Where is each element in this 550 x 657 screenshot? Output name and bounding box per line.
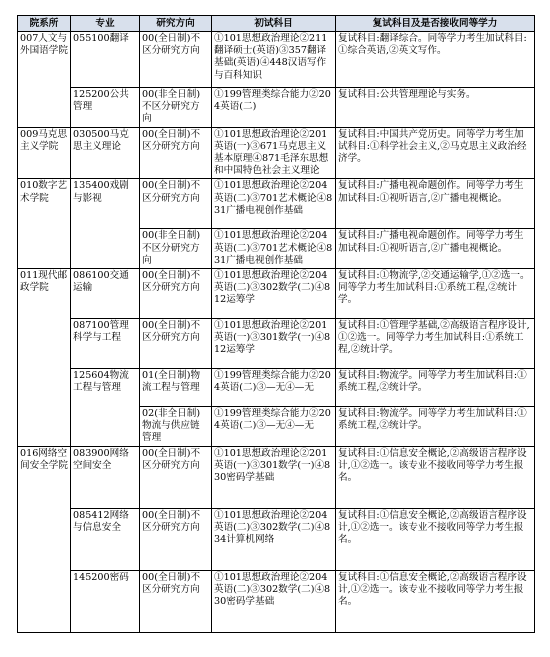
major-cell: 135400戏剧与影视 (71, 179, 140, 269)
table-header-row (18, 16, 535, 32)
department-cell: 016网络空间安全学院 (18, 446, 71, 632)
direction-cell: 00(全日制)不区分研究方向 (140, 269, 212, 319)
major-cell: 145200密码 (71, 570, 140, 632)
retest-subjects-cell: 复试科目:①管理学基础,②高级语言程序设计,①②选一。同等学力考生加试科目:①系统工程,②统计学。 (336, 319, 535, 369)
initial-subjects-cell: ①101思想政治理论②201英语(一)③301数学(一)④830密码学基础 (212, 446, 336, 508)
initial-subjects-cell: ①101思想政治理论②204英语(二)③302数学(二)④812运筹学 (212, 269, 336, 319)
retest-subjects-cell: 复试科目:广播电视命题创作。同等学力考生加试科目:①视听语言,②广播电视概论。 (336, 229, 535, 269)
header-initial-subjects: 初试科目 (212, 16, 336, 32)
major-cell: 087100管理科学与工程 (71, 319, 140, 369)
retest-subjects-cell: 复试科目:中国共产党历史。同等学力考生加试科目:①科学社会主义,②马克思主义政治经济学。 (336, 127, 535, 179)
direction-cell: 00(非全日制)不区分研究方向 (140, 229, 212, 269)
major-cell: 083900网络空间安全 (71, 446, 140, 508)
table-row (18, 127, 535, 179)
initial-subjects-cell: ①101思想政治理论②204英语(二)③701艺术概论④831广播电视创作基础 (212, 229, 336, 269)
department-cell: 011现代邮政学院 (18, 269, 71, 447)
header-retest-subjects: 复试科目及是否接收同等学力 (336, 16, 535, 32)
header-research-direction: 研究方向 (140, 16, 212, 32)
major-cell: 085412网络与信息安全 (71, 508, 140, 570)
table-row (18, 269, 535, 319)
table-row (18, 32, 535, 88)
initial-subjects-cell: ①101思想政治理论②201英语(一)③671马克思主义基本原理④871毛泽东思想和中国特色社会主义理论 (212, 127, 336, 179)
direction-cell: 00(非全日制)不区分研究方向 (140, 88, 212, 128)
department-cell: 007人文与外国语学院 (18, 32, 71, 128)
department-cell: 010数字艺术学院 (18, 179, 71, 269)
initial-subjects-cell: ①101思想政治理论②211翻译硕士(英语)③357翻译基础(英语)④448汉语写作与百科知识 (212, 32, 336, 88)
retest-subjects-cell: 复试科目:公共管理理论与实务。 (336, 88, 535, 128)
admission-table (17, 15, 535, 633)
table-row (18, 570, 535, 632)
table-row (18, 179, 535, 229)
major-cell: 086100交通运输 (71, 269, 140, 319)
initial-subjects-cell: ①101思想政治理论②204英语(二)③701艺术概论④831广播电视创作基础 (212, 179, 336, 229)
header-department: 院系所 (18, 16, 71, 32)
header-major: 专业 (71, 16, 140, 32)
retest-subjects-cell: 复试科目:①信息安全概论,②高级语言程序设计,①②选一。该专业不接收同等学力考生报名。 (336, 570, 535, 632)
direction-cell: 00(全日制)不区分研究方向 (140, 179, 212, 229)
retest-subjects-cell: 复试科目:广播电视命题创作。同等学力考生加试科目:①视听语言,②广播电视概论。 (336, 179, 535, 229)
direction-cell: 00(全日制)不区分研究方向 (140, 446, 212, 508)
table-row (18, 369, 535, 407)
initial-subjects-cell: ①199管理类综合能力②204英语(二)③—无④—无 (212, 369, 336, 407)
retest-subjects-cell: 复试科目:翻译综合。同等学力考生加试科目:①综合英语,②英文写作。 (336, 32, 535, 88)
table-row (18, 319, 535, 369)
table-row (18, 446, 535, 508)
initial-subjects-cell: ①199管理类综合能力②204英语(二) (212, 88, 336, 128)
direction-cell: 00(全日制)不区分研究方向 (140, 570, 212, 632)
table-row (18, 88, 535, 128)
major-cell: 125200公共管理 (71, 88, 140, 128)
retest-subjects-cell: 复试科目:①信息安全概论,②高级语言程序设计,①②选一。该专业不接收同等学力考生报名。 (336, 446, 535, 508)
retest-subjects-cell: 复试科目:物流学。同等学力考生加试科目:①系统工程,②统计学。 (336, 407, 535, 447)
department-cell: 009马克思主义学院 (18, 127, 71, 179)
major-cell: 125604物流工程与管理 (71, 369, 140, 447)
retest-subjects-cell: 复试科目:①信息安全概论,②高级语言程序设计,①②选一。该专业不接收同等学力考生报名。 (336, 508, 535, 570)
initial-subjects-cell: ①101思想政治理论②201英语(一)③301数学(一)④812运筹学 (212, 319, 336, 369)
direction-cell: 00(全日制)不区分研究方向 (140, 32, 212, 88)
major-cell: 030500马克思主义理论 (71, 127, 140, 179)
direction-cell: 02(非全日制)物流与供应链管理 (140, 407, 212, 447)
initial-subjects-cell: ①199管理类综合能力②204英语(二)③—无④—无 (212, 407, 336, 447)
major-cell: 055100翻译 (71, 32, 140, 88)
direction-cell: 00(全日制)不区分研究方向 (140, 508, 212, 570)
direction-cell: 00(全日制)不区分研究方向 (140, 319, 212, 369)
retest-subjects-cell: 复试科目:①物流学,②交通运输学,①②选一。同等学力考生加试科目:①系统工程,②统计学。 (336, 269, 535, 319)
initial-subjects-cell: ①101思想政治理论②204英语(二)③302数学(二)④830密码学基础 (212, 570, 336, 632)
direction-cell: 01(全日制)物流工程与管理 (140, 369, 212, 407)
table-row (18, 508, 535, 570)
initial-subjects-cell: ①101思想政治理论②204英语(二)③302数学(二)④834计算机网络 (212, 508, 336, 570)
direction-cell: 00(全日制)不区分研究方向 (140, 127, 212, 179)
retest-subjects-cell: 复试科目:物流学。同等学力考生加试科目:①系统工程,②统计学。 (336, 369, 535, 407)
